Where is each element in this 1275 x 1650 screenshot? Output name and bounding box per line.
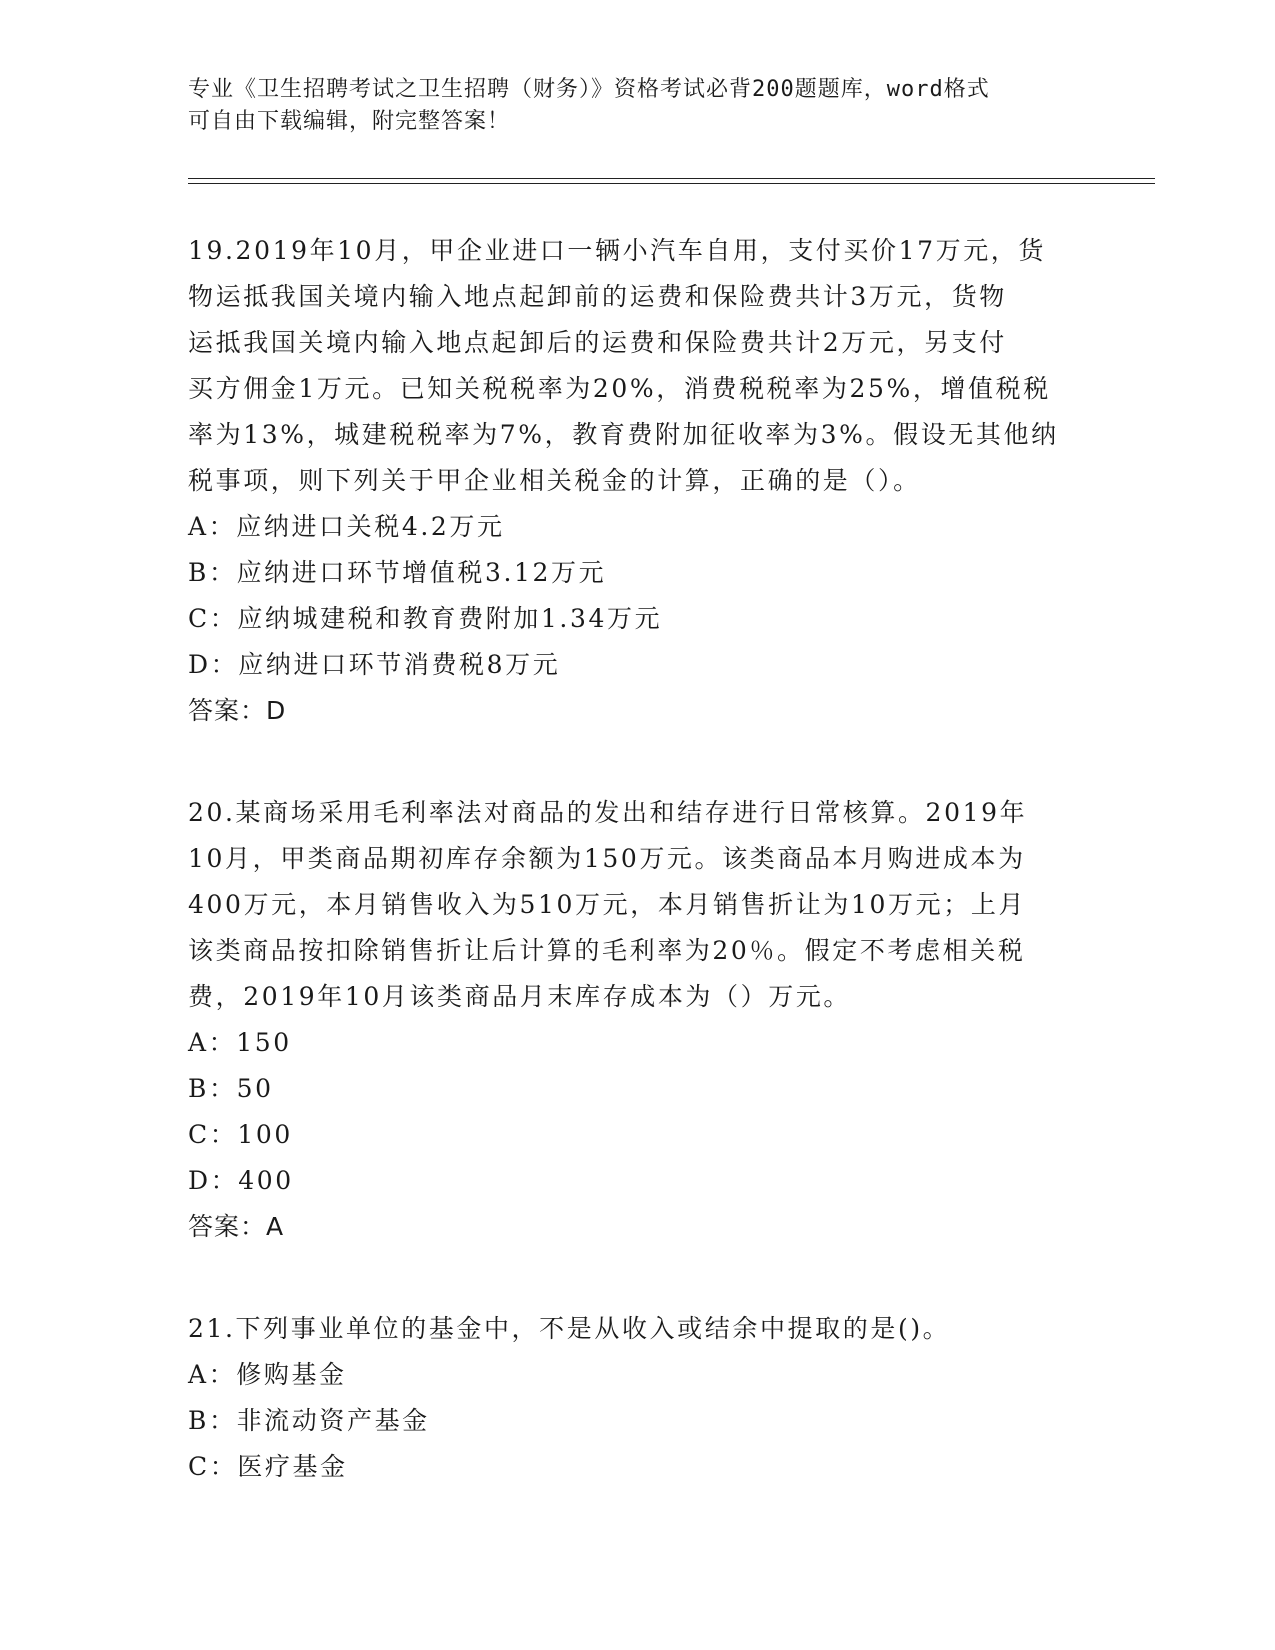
question-spacer: [188, 734, 1088, 790]
option-b: B：非流动资产基金: [188, 1406, 430, 1435]
answer-label: 答案：D: [188, 696, 287, 725]
option-c: C：应纳城建税和教育费附加1.34万元: [188, 604, 663, 633]
question-text-line: 该类商品按扣除销售折让后计算的毛利率为20％。假定不考虑相关税: [188, 936, 1026, 965]
question-spacer: [188, 1250, 1088, 1306]
question-text-line: 21.下列事业单位的基金中，不是从收入或结余中提取的是()。: [188, 1314, 951, 1343]
question-text-line: 税事项，则下列关于甲企业相关税金的计算，正确的是（）。: [188, 466, 921, 495]
option-d: D：应纳进口环节消费税8万元: [188, 650, 561, 679]
question-text-line: 运抵我国关境内输入地点起卸后的运费和保险费共计2万元，另支付: [188, 328, 1007, 357]
header-line-2: 可自由下载编辑，附完整答案！: [188, 109, 511, 134]
option-b: B：应纳进口环节增值税3.12万元: [188, 558, 607, 587]
question-text-line: 10月，甲类商品期初库存余额为150万元。该类商品本月购进成本为: [188, 844, 1026, 873]
option-a: A：修购基金: [188, 1360, 347, 1389]
option-c: C：100: [188, 1120, 293, 1149]
option-a: A：应纳进口关税4.2万元: [188, 512, 505, 541]
option-b: B：50: [188, 1074, 274, 1103]
question-text-line: 率为13%，城建税税率为7%，教育费附加征收率为3%。假设无其他纳: [188, 420, 1059, 449]
answer-label: 答案：A: [188, 1212, 285, 1241]
question-list: [188, 228, 1088, 1490]
option-c: C：医疗基金: [188, 1452, 348, 1481]
question-text-line: 费，2019年10月该类商品月末库存成本为（）万元。: [188, 982, 852, 1011]
header-rule-top: [188, 178, 1155, 179]
header-rule-bottom: [188, 183, 1155, 184]
question-20: [188, 790, 1088, 1250]
question-text-line: 400万元，本月销售收入为510万元，本月销售折让为10万元；上月: [188, 890, 1027, 919]
question-21: [188, 1306, 1088, 1490]
question-text-line: 20.某商场采用毛利率法对商品的发出和结存进行日常核算。2019年: [188, 798, 1028, 827]
header-line-1: 专业《卫生招聘考试之卫生招聘（财务）》资格考试必背200题题库，word格式: [188, 77, 990, 102]
question-19: [188, 228, 1088, 734]
question-text-line: 买方佣金1万元。已知关税税率为20%，消费税税率为25%，增值税税: [188, 374, 1051, 403]
document-header: [188, 74, 1088, 138]
option-d: D：400: [188, 1166, 294, 1195]
question-text-line: 19.2019年10月，甲企业进口一辆小汽车自用，支付买价17万元，货: [188, 236, 1047, 265]
question-text-line: 物运抵我国关境内输入地点起卸前的运费和保险费共计3万元，货物: [188, 282, 1007, 311]
option-a: A：150: [188, 1028, 292, 1057]
